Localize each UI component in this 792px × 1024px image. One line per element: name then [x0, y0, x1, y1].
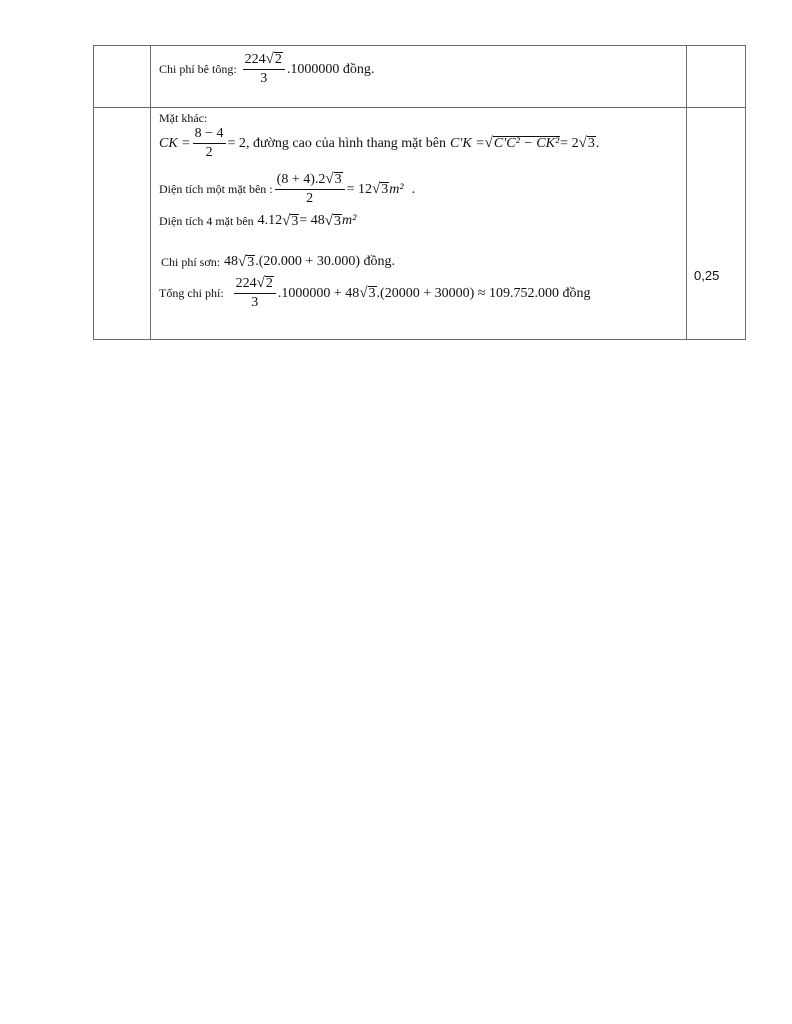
score-value: 0,25 [694, 268, 720, 283]
area-four-label: Diện tích 4 mặt bên [159, 213, 254, 228]
table-row [94, 108, 746, 340]
table-cell-index [94, 108, 151, 340]
area-four-result: = 48 [299, 213, 325, 228]
root-value: 2 [274, 52, 282, 67]
total-cost-tail: .(20000 + 30000) ≈ 109.752.000 đồng [376, 285, 591, 301]
ck-result: = 2 [227, 135, 246, 151]
ck-height-lhs: C′K = [449, 135, 485, 151]
root-value: 3 [291, 213, 299, 229]
fraction-denominator: 2 [205, 145, 213, 160]
total-mid: .1000000 + 48 [277, 285, 360, 301]
area-four-line: Diện tích 4 mặt bên 4.12 √ 3 = 48 √ 3 m² [159, 212, 357, 229]
area-one-line: Diện tích một mặt bên : (8 + 4).2 √ 3 2 = 12 √ 3 m² . [159, 171, 416, 206]
table-cell-content [151, 46, 687, 108]
fraction-denominator: 2 [306, 191, 314, 206]
concrete-cost-tail: .1000000 đồng. [286, 61, 375, 77]
fraction-numerator: 224 [244, 52, 266, 67]
area-one-label: Diện tích một mặt bên : [159, 182, 273, 196]
table-cell-content [151, 108, 687, 340]
paint-cost-line: Chi phí sơn: 48 √ 3 .(20.000 + 30.000) đồng. [161, 253, 395, 270]
root-value: 3 [587, 136, 595, 151]
table-cell-score [687, 46, 746, 108]
root-value: 3 [247, 254, 255, 270]
ck-height-result: = 2 [560, 135, 579, 151]
fraction-numerator: 8 − 4 [193, 126, 226, 144]
ck-line: CK = $\frac{8 - 4}{2}$ = 2 , đường cao của hình thang mặt bên C′K = √ C′C² − CK² = 2 √ 3 . [159, 126, 600, 160]
fraction-numerator: (8 + 4).2 [276, 172, 326, 187]
table-cell-index [94, 46, 151, 108]
total-cost-line: Tổng chi phí: 224 √ 2 3 .1000000 + 48 √ 3 .(20000 + 30000) ≈ 109.752.000 đồng [159, 275, 591, 310]
paint-cost-tail: .(20.000 + 30.000) đồng. [255, 254, 395, 269]
unit-text: m² [389, 181, 404, 197]
concrete-cost-line [159, 52, 374, 87]
table-cell-score [687, 108, 746, 340]
root-value: 3 [381, 182, 389, 197]
unit-text: m² [342, 213, 357, 228]
root-value: 3 [334, 172, 342, 187]
table-row [94, 46, 746, 108]
answer-table [93, 45, 746, 340]
area-one-result: = 12 [346, 181, 373, 197]
concrete-fraction: 224 √ 2 3 [243, 52, 285, 87]
concrete-cost-label: Chi phí bê tông: [159, 62, 237, 76]
intro-text: Mặt khác: [159, 111, 208, 125]
punctuation: . [595, 135, 600, 151]
area-four-expr: 4.12 [257, 213, 283, 228]
root-value: C′C² − CK² [493, 136, 560, 151]
paint-cost-label: Chi phí sơn: [161, 254, 221, 269]
root-value: 3 [334, 213, 342, 229]
total-cost-label: Tổng chi phí: [159, 286, 224, 300]
ck-text: , đường cao của hình thang mặt bên [245, 135, 446, 151]
fraction-denominator: 3 [251, 295, 259, 310]
root-value: 2 [265, 276, 273, 291]
punctuation: . [411, 181, 416, 197]
ck-lhs: CK = [159, 135, 191, 151]
root-value: 3 [368, 286, 376, 301]
fraction-numerator: 224 [235, 276, 257, 291]
fraction-denominator: 3 [260, 71, 268, 86]
paint-expr: 48 [224, 254, 239, 269]
